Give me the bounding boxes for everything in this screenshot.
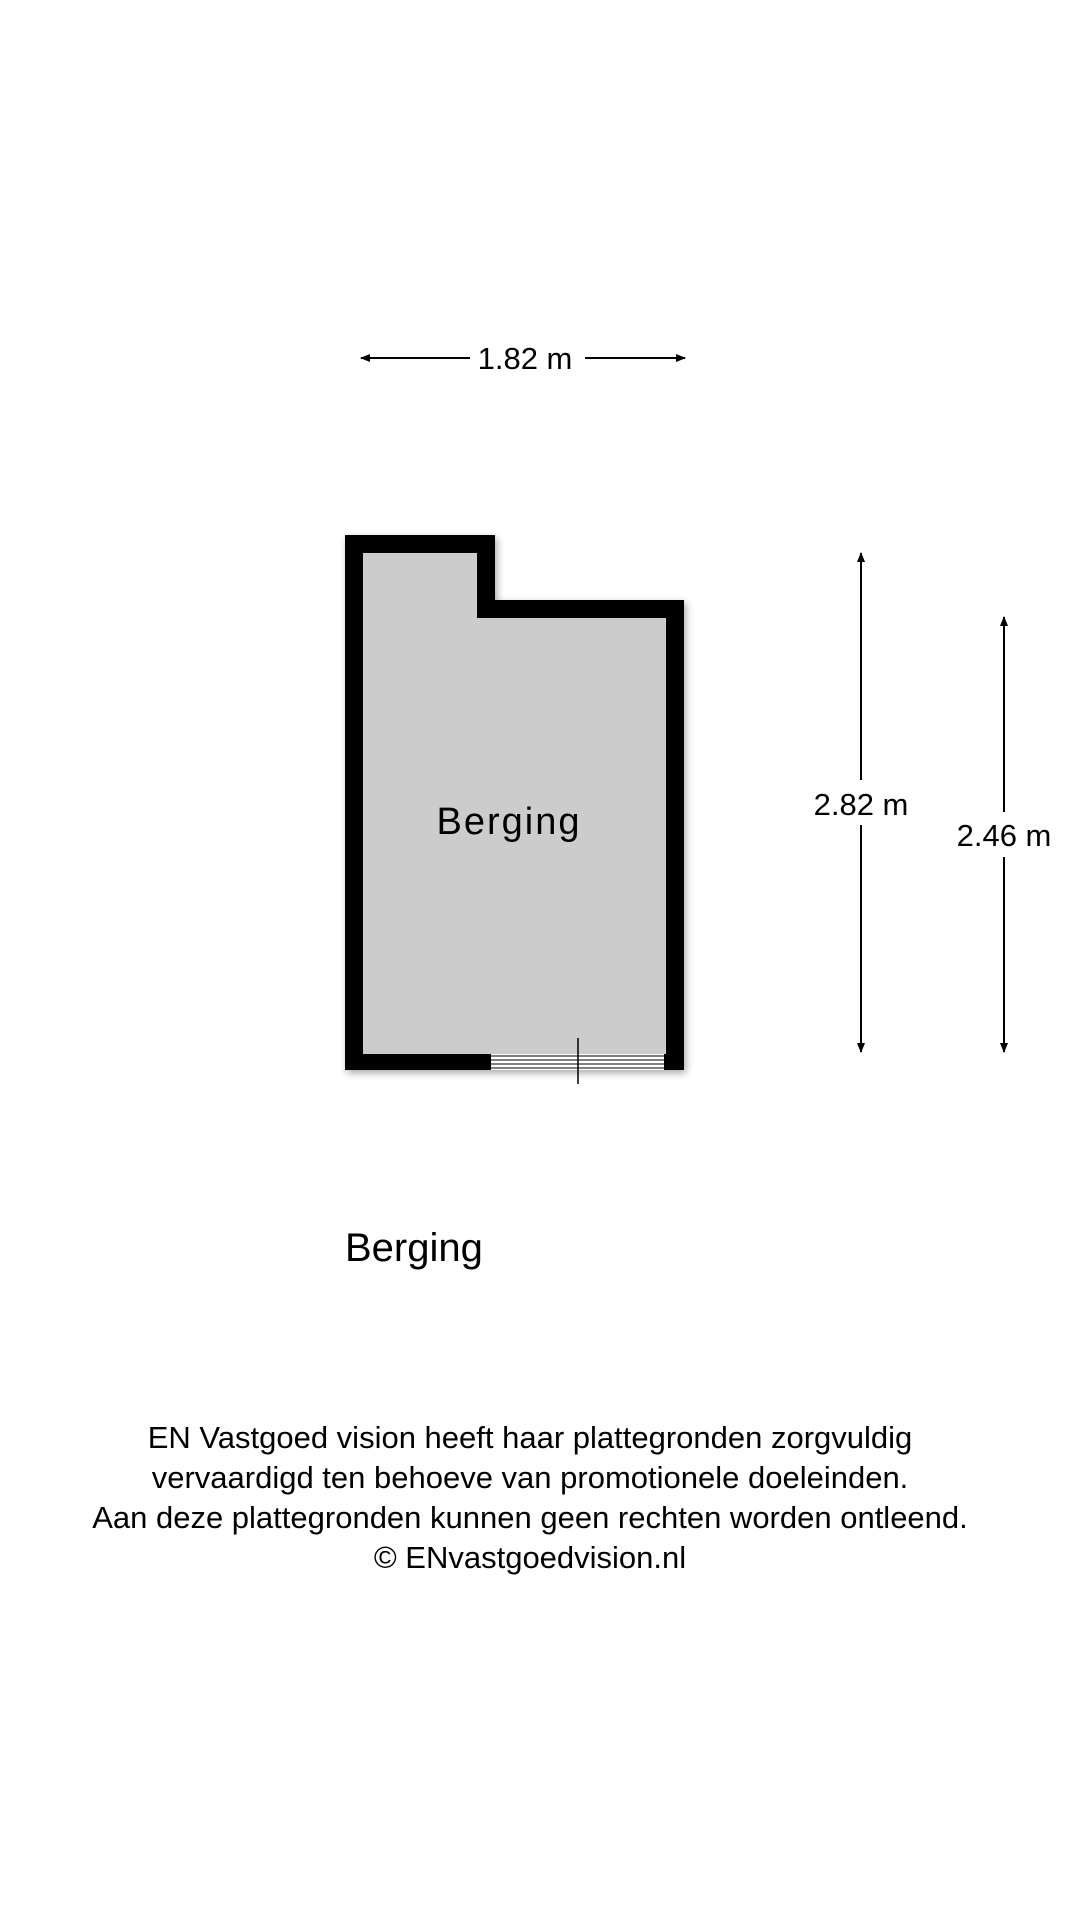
height-dimension-inner (957, 617, 1052, 1052)
disclaimer-line: EN Vastgoed vision heeft haar plattegronden zorgvuldig (147, 1420, 913, 1455)
copyright-line: © ENvastgoedvision.nl (373, 1540, 687, 1575)
width-dimension (361, 341, 685, 376)
height-inner-label: 2.46 m (956, 818, 1052, 853)
plan-title: Berging (345, 1226, 483, 1270)
disclaimer-line: vervaardigd ten behoeve van promotionele doeleinden. (151, 1460, 909, 1495)
height-dimension-outer (814, 553, 909, 1052)
disclaimer-line: Aan deze plattegronden kunnen geen rechten worden ontleend. (92, 1500, 968, 1535)
width-dimension-label: 1.82 m (477, 341, 573, 376)
room-berging (345, 535, 684, 1084)
height-outer-label: 2.82 m (813, 787, 909, 822)
disclaimer (0, 1418, 1060, 1578)
room-label: Berging (436, 801, 582, 843)
